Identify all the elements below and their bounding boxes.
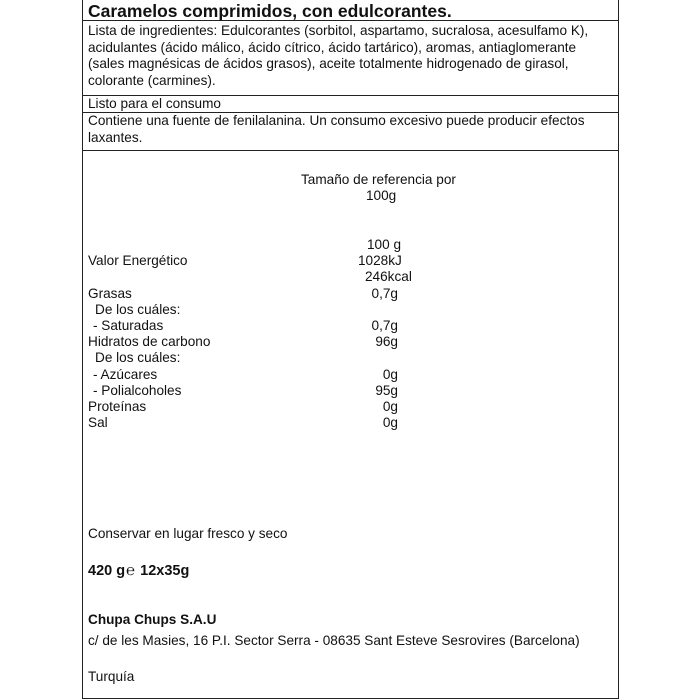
nutrient-label: - Polialcoholes [93,383,182,398]
ready-to-eat-text: Listo para el consumo [88,96,221,111]
nutrient-value: 95g [375,383,398,398]
nutrient-label: Grasas [88,286,132,301]
storage-text: Conservar en lugar fresco y seco [88,526,288,541]
nutrient-label: Hidratos de carbono [88,334,211,349]
nutrient-label: - Saturadas [93,318,164,333]
product-title: Caramelos comprimidos, con edulcorantes. [88,1,452,21]
nutrient-value: 0g [382,399,398,414]
country-of-origin: Turquía [88,669,135,684]
nutrient-value: 0g [382,367,398,382]
energy-kcal: 246kcal [365,269,412,284]
column-header: 100 g [367,237,402,252]
reference-size-line2: 100g [366,188,397,203]
nutrient-value: 0,7g [371,286,398,301]
nutrient-value: 0,7g [371,318,398,333]
nutrient-label: - Azúcares [93,367,158,382]
energy-kj: 1028kJ [358,253,402,268]
net-weight: 420 g [88,563,126,579]
reference-size-line1: Tamaño de referencia por [301,172,456,187]
energy-label: Valor Energético [88,253,188,268]
ingredients-text: Lista de ingredientes: Edulcorantes (sorbitol, aspartamo, sucralosa, acesulfamo K), acidulantes (ácido málico, ácido cítrico, ácido tartárico), aromas, antiaglomerante (sales magnésicas de ácidos grasos), aceite totalmente hidrogenado de girasol, colorante (carmines). [88,23,589,88]
unit-count: 12x35g [140,563,190,579]
nutrient-label: Sal [88,415,108,430]
divider [82,150,619,151]
nutrient-value: 96g [375,334,398,349]
company-name: Chupa Chups S.A.U [88,612,217,627]
warning-text: Contiene una fuente de fenilalanina. Un consumo excesivo puede producir efectos laxantes. [88,113,585,145]
net-weight-line [88,563,189,579]
company-address: c/ de les Masies, 16 P.I. Sector Serra - 08635 Sant Esteve Sesrovires (Barcelona) [88,633,580,648]
nutrient-label: De los cuáles: [95,350,181,365]
nutrient-label: Proteínas [88,399,147,414]
nutrient-label: De los cuáles: [95,302,181,317]
estimated-sign-icon: ℮ [126,562,136,579]
nutrient-value: 0g [382,415,398,430]
